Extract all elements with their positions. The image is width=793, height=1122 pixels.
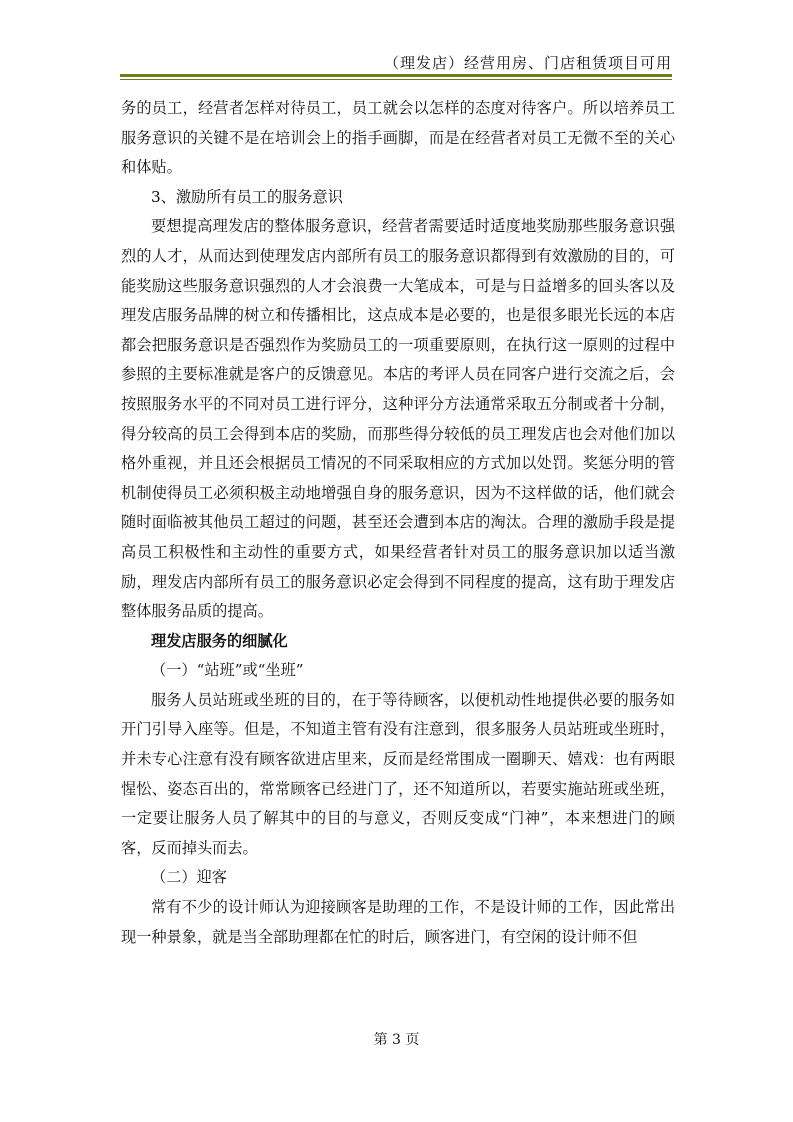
section-heading-3: 3、激励所有员工的服务意识	[151, 187, 343, 206]
paragraph: 务的员工，经营者怎样对待员工，员工就会以怎样的态度对待客户。所以培养员工服务意识的关键不是在培训会上的指手画脚，而是在经营者对员工无微不至的关心和体贴。	[121, 99, 675, 177]
document-body	[121, 94, 675, 952]
subheading-1: （一）“站班”或“坐班”	[151, 661, 304, 680]
bold-heading: 理发店服务的细腻化	[151, 631, 288, 650]
paragraph: 要想提高理发店的整体服务意识，经营者需要适时适度地奖励那些服务意识强烈的人才，从而达到使理发店内部所有员工的服务意识都得到有效激励的目的，可能奖励这些服务意识强烈的人才会浪费一大笔成本，可是与日益增多的回头客以及理发店服务品牌的树立和传播相比，这点成本是必要的，也是很多眼光长远的本店都会把服务意识是否强烈作为奖励员工的一项重要原则，在执行这一原则的过程中参照的主要标准就是客户的反馈意见。本店的考评人员在同客户进行交流之后，会按照服务水平的不同对员工进行评分，这种评分方法通常采取五分制或者十分制，得分较高的员工会得到本店的奖励，而那些得分较低的员工理发店也会对他们加以格外重视，并且还会根据员工情况的不同采取相应的方式加以处罚。奖惩分明的管机制使得员工必须积极主动地增强自身的服务意识，因为不这样做的话，他们就会随时面临被其他员工超过的问题，甚至还会遭到本店的淘汰。合理的激励手段是提高员工积极性和主动性的重要方式，如果经营者针对员工的服务意识加以适当激励，理发店内部所有员工的服务意识必定会得到不同程度的提高，这有助于理发店整体服务品质的提高。	[121, 217, 675, 621]
header-rule-thin	[120, 79, 672, 80]
paragraph: 常有不少的设计师认为迎接顾客是助理的工作，不是设计师的工作，因此常出现一种景象，就是当全部助理都在忙的时后，顾客进门，有空闲的设计师不但	[121, 898, 675, 946]
paragraph: 服务人员站班或坐班的目的，在于等待顾客，以便机动性地提供必要的服务如开门引导入座等。但是，不知道主管有没有注意到，很多服务人员站班或坐班时，并未专心注意有没有顾客欲进店里来，反而是经常围成一圈聊天、嬉戏：也有两眼惺忪、姿态百出的，常常顾客已经进门了，还不知道所以，若要实施站班或坐班，一定要让服务人员了解其中的目的与意义，否则反变成“门神”，本来想进门的顾客，反而掉头而去。	[121, 690, 675, 857]
subheading-2: （二）迎客	[151, 868, 227, 887]
running-header: （理发店）经营用房、门店租赁项目可用	[383, 54, 672, 72]
page-number: 第 3 页	[373, 1032, 420, 1048]
header-rule-thick	[120, 74, 672, 77]
